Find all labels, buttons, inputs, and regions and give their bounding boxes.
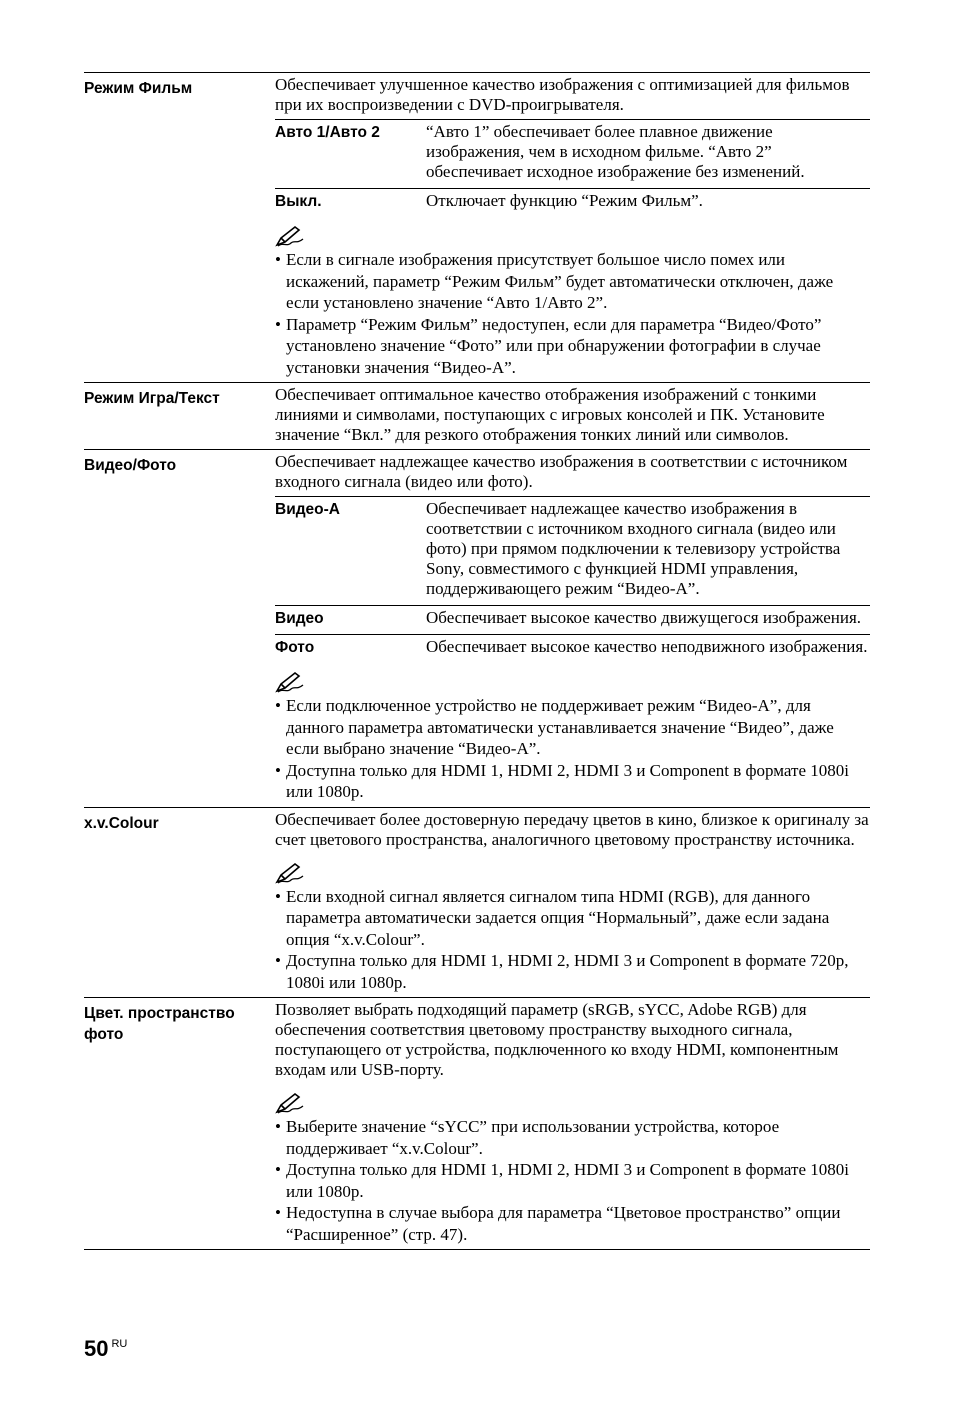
option-video <box>275 605 870 634</box>
note-item: • Недоступна в случае выбора для параметра “Цветовое пространство” опции “Расширенное” (стр. 47). <box>275 1203 841 1244</box>
pencil-note-icon <box>275 225 305 247</box>
notes-film-mode <box>275 225 870 382</box>
xvcolour-description: Обеспечивает более достоверную передачу цветов в кино, близкое к оригиналу за счет цветового пространства, аналогичного цветовому пространству источника. <box>275 809 869 849</box>
desc-game-text <box>275 383 870 449</box>
page-number: 50 <box>84 1336 109 1361</box>
film-mode-description: Обеспечивает улучшенное качество изображения с оптимизацией для фильмов при их воспроизведении с DVD-проигрывателя. <box>275 75 850 114</box>
term-xvcolour: x.v.Colour <box>84 814 159 832</box>
page-footer <box>84 1336 127 1362</box>
photo-colour-space-description: Позволяет выбрать подходящий параметр (sRGB, sYCC, Adobe RGB) для обеспечения соответствия цветовому пространству выходного сигнала, поступающего от устройства, подключенного ко входу HDMI, компонентным входам или USB-порту. <box>275 1000 839 1079</box>
row-film-mode <box>84 72 870 382</box>
option-key: Видео <box>275 610 324 627</box>
option-key: Выкл. <box>275 193 322 210</box>
option-auto <box>275 119 870 188</box>
desc-photo-colour-space <box>275 998 870 1249</box>
row-photo-colour-space <box>84 997 870 1250</box>
note-item: • Доступна только для HDMI 1, HDMI 2, HDMI 3 и Component в формате 720p, 1080i или 1080p. <box>275 951 849 992</box>
term-film-mode: Режим Фильм <box>84 80 193 97</box>
note-item: • Если подключенное устройство не поддерживает режим “Видео-А”, для данного параметра автоматически устанавливается значение “Видео”, даже если выбрано значение “Видео-А”. <box>275 696 834 758</box>
option-photo <box>275 634 870 663</box>
note-item: • Если входной сигнал является сигналом типа HDMI (RGB), для данного параметра автоматически задается опция “Нормальный”, даже если задана опция “x.v.Colour”. <box>275 886 830 949</box>
pencil-note-icon <box>275 1092 305 1114</box>
option-key: Фото <box>275 639 315 656</box>
note-item: • Выберите значение “sYCC” при использовании устройства, которое поддерживает “x.v.Colour”. <box>275 1117 780 1158</box>
note-item: • Доступна только для HDMI 1, HDMI 2, HDMI 3 и Component в формате 1080i или 1080p. <box>275 760 849 801</box>
row-video-photo <box>84 449 870 807</box>
option-off <box>275 188 870 217</box>
option-video-a <box>275 496 870 605</box>
term-game-text: Режим Игра/Текст <box>84 390 220 407</box>
note-item: • Если в сигнале изображения присутствует большое число помех или искажений, параметр “Режим Фильм” будет автоматически отключен, даже если установлено значение “Авто 1/Авто 2”. <box>275 250 834 312</box>
option-value: Обеспечивает высокое качество неподвижного изображения. <box>426 637 868 656</box>
page-language: RU <box>111 1338 128 1350</box>
option-key: Авто 1/Авто 2 <box>275 124 380 141</box>
video-photo-description: Обеспечивает надлежащее качество изображения в соответствии с источником входного сигнала (видео или фото). <box>275 452 848 491</box>
row-xvcolour <box>84 807 870 998</box>
term-photo-colour-space: Цвет. пространство фото <box>84 1005 235 1043</box>
option-value: “Авто 1” обеспечивает более плавное движение изображения, чем в исходном фильме. “Авто 2” обеспечивает исходное изображение без изменений. <box>426 122 805 181</box>
pencil-note-icon <box>275 671 305 693</box>
note-item: • Параметр “Режим Фильм” недоступен, если для параметра “Видео/Фото” установлено значение “Фото” или при обнаружении фотографии в случае установки значения “Видео-А”. <box>275 314 822 377</box>
row-game-text <box>84 382 870 449</box>
desc-xvcolour <box>275 808 870 998</box>
settings-table <box>84 72 870 1250</box>
option-value: Обеспечивает высокое качество движущегося изображения. <box>426 608 862 627</box>
term-video-photo: Видео/Фото <box>84 457 177 474</box>
option-value: Обеспечивает надлежащее качество изображения в соответствии с источником входного сигнала (видео или фото) при прямом подключении к телевизору устройства Sony, совместимого с функцией HDMI управления, поддерживающего режим “Видео-А”. <box>426 499 841 598</box>
notes-xvcolour <box>275 862 870 998</box>
pencil-note-icon <box>275 862 305 884</box>
notes-photo-colour-space <box>275 1092 870 1249</box>
game-text-description: Обеспечивает оптимальное качество отображения изображений с тонкими линиями и символами, поступающих с игровых консолей и ПК. Установите значение “Вкл.” для резкого отображения тонких линий или символов. <box>275 385 825 444</box>
desc-video-photo <box>275 450 870 807</box>
option-key: Видео-А <box>275 501 341 518</box>
option-value: Отключает функцию “Режим Фильм”. <box>426 191 703 210</box>
desc-film-mode <box>275 73 870 382</box>
note-item: • Доступна только для HDMI 1, HDMI 2, HDMI 3 и Component в формате 1080i или 1080p. <box>275 1160 849 1201</box>
notes-video-photo <box>275 671 870 807</box>
